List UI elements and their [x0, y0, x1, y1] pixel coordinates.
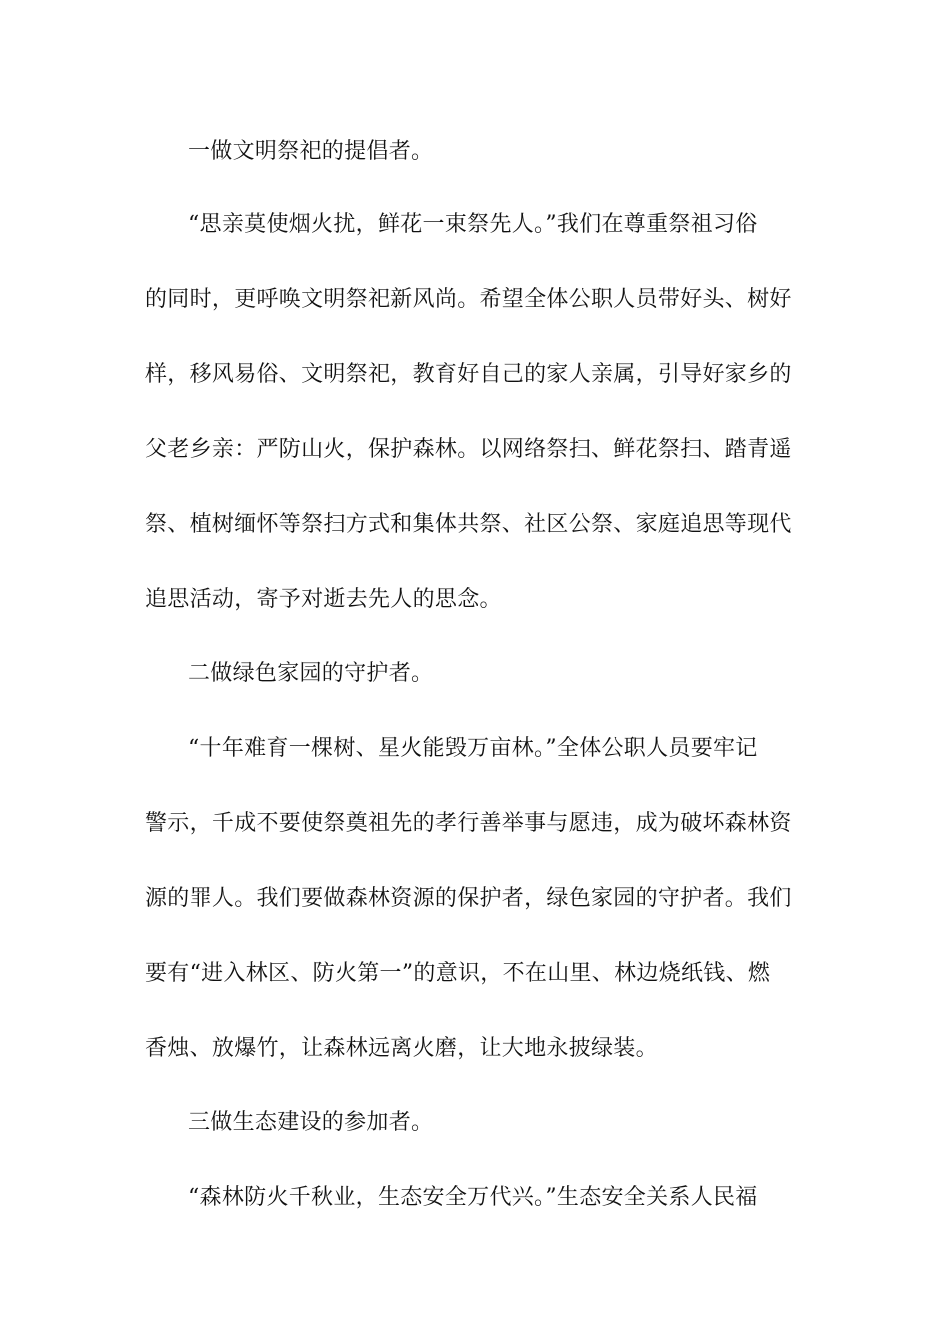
heading-ecological-construction: 三做生态建设的参加者。	[188, 1110, 434, 1135]
paragraph-line: 香烛、放爆竹，让森林远离火磨，让大地永披绿装。	[145, 1036, 658, 1061]
paragraph-line: “思亲莫使烟火扰，鲜花一束祭先人。”我们在尊重祭祖习俗	[188, 212, 758, 237]
paragraph-line: 警示，千成不要使祭奠祖先的孝行善举事与愿违，成为破坏森林资	[145, 811, 792, 836]
paragraph-line: 父老乡亲：严防山火，保护森林。以网络祭扫、鲜花祭扫、踏青遥	[145, 437, 792, 462]
paragraph-line: 的同时，更呼唤文明祭祀新风尚。希望全体公职人员带好头、树好	[145, 287, 792, 312]
paragraph-line: 祭、植树缅怀等祭扫方式和集体共祭、社区公祭、家庭追思等现代	[145, 512, 792, 537]
heading-green-home: 二做绿色家园的守护者。	[188, 661, 434, 686]
paragraph-line: “森林防火千秋业，生态安全万代兴。”生态安全关系人民福	[188, 1185, 758, 1210]
heading-civilized-sacrifice: 一做文明祭祀的提倡者。	[188, 139, 434, 164]
paragraph-line: 源的罪人。我们要做森林资源的保护者，绿色家园的守护者。我们	[145, 886, 792, 911]
paragraph-line: 样，移风易俗、文明祭祀，教育好自己的家人亲属，引导好家乡的	[145, 362, 792, 387]
paragraph-line: 追思活动，寄予对逝去先人的思念。	[145, 587, 502, 612]
paragraph-line: “十年难育一棵树、星火能毁万亩林。”全体公职人员要牢记	[188, 736, 758, 761]
paragraph-line: 要有“进入林区、防火第一”的意识，不在山里、林边烧纸钱、燃	[145, 961, 771, 986]
